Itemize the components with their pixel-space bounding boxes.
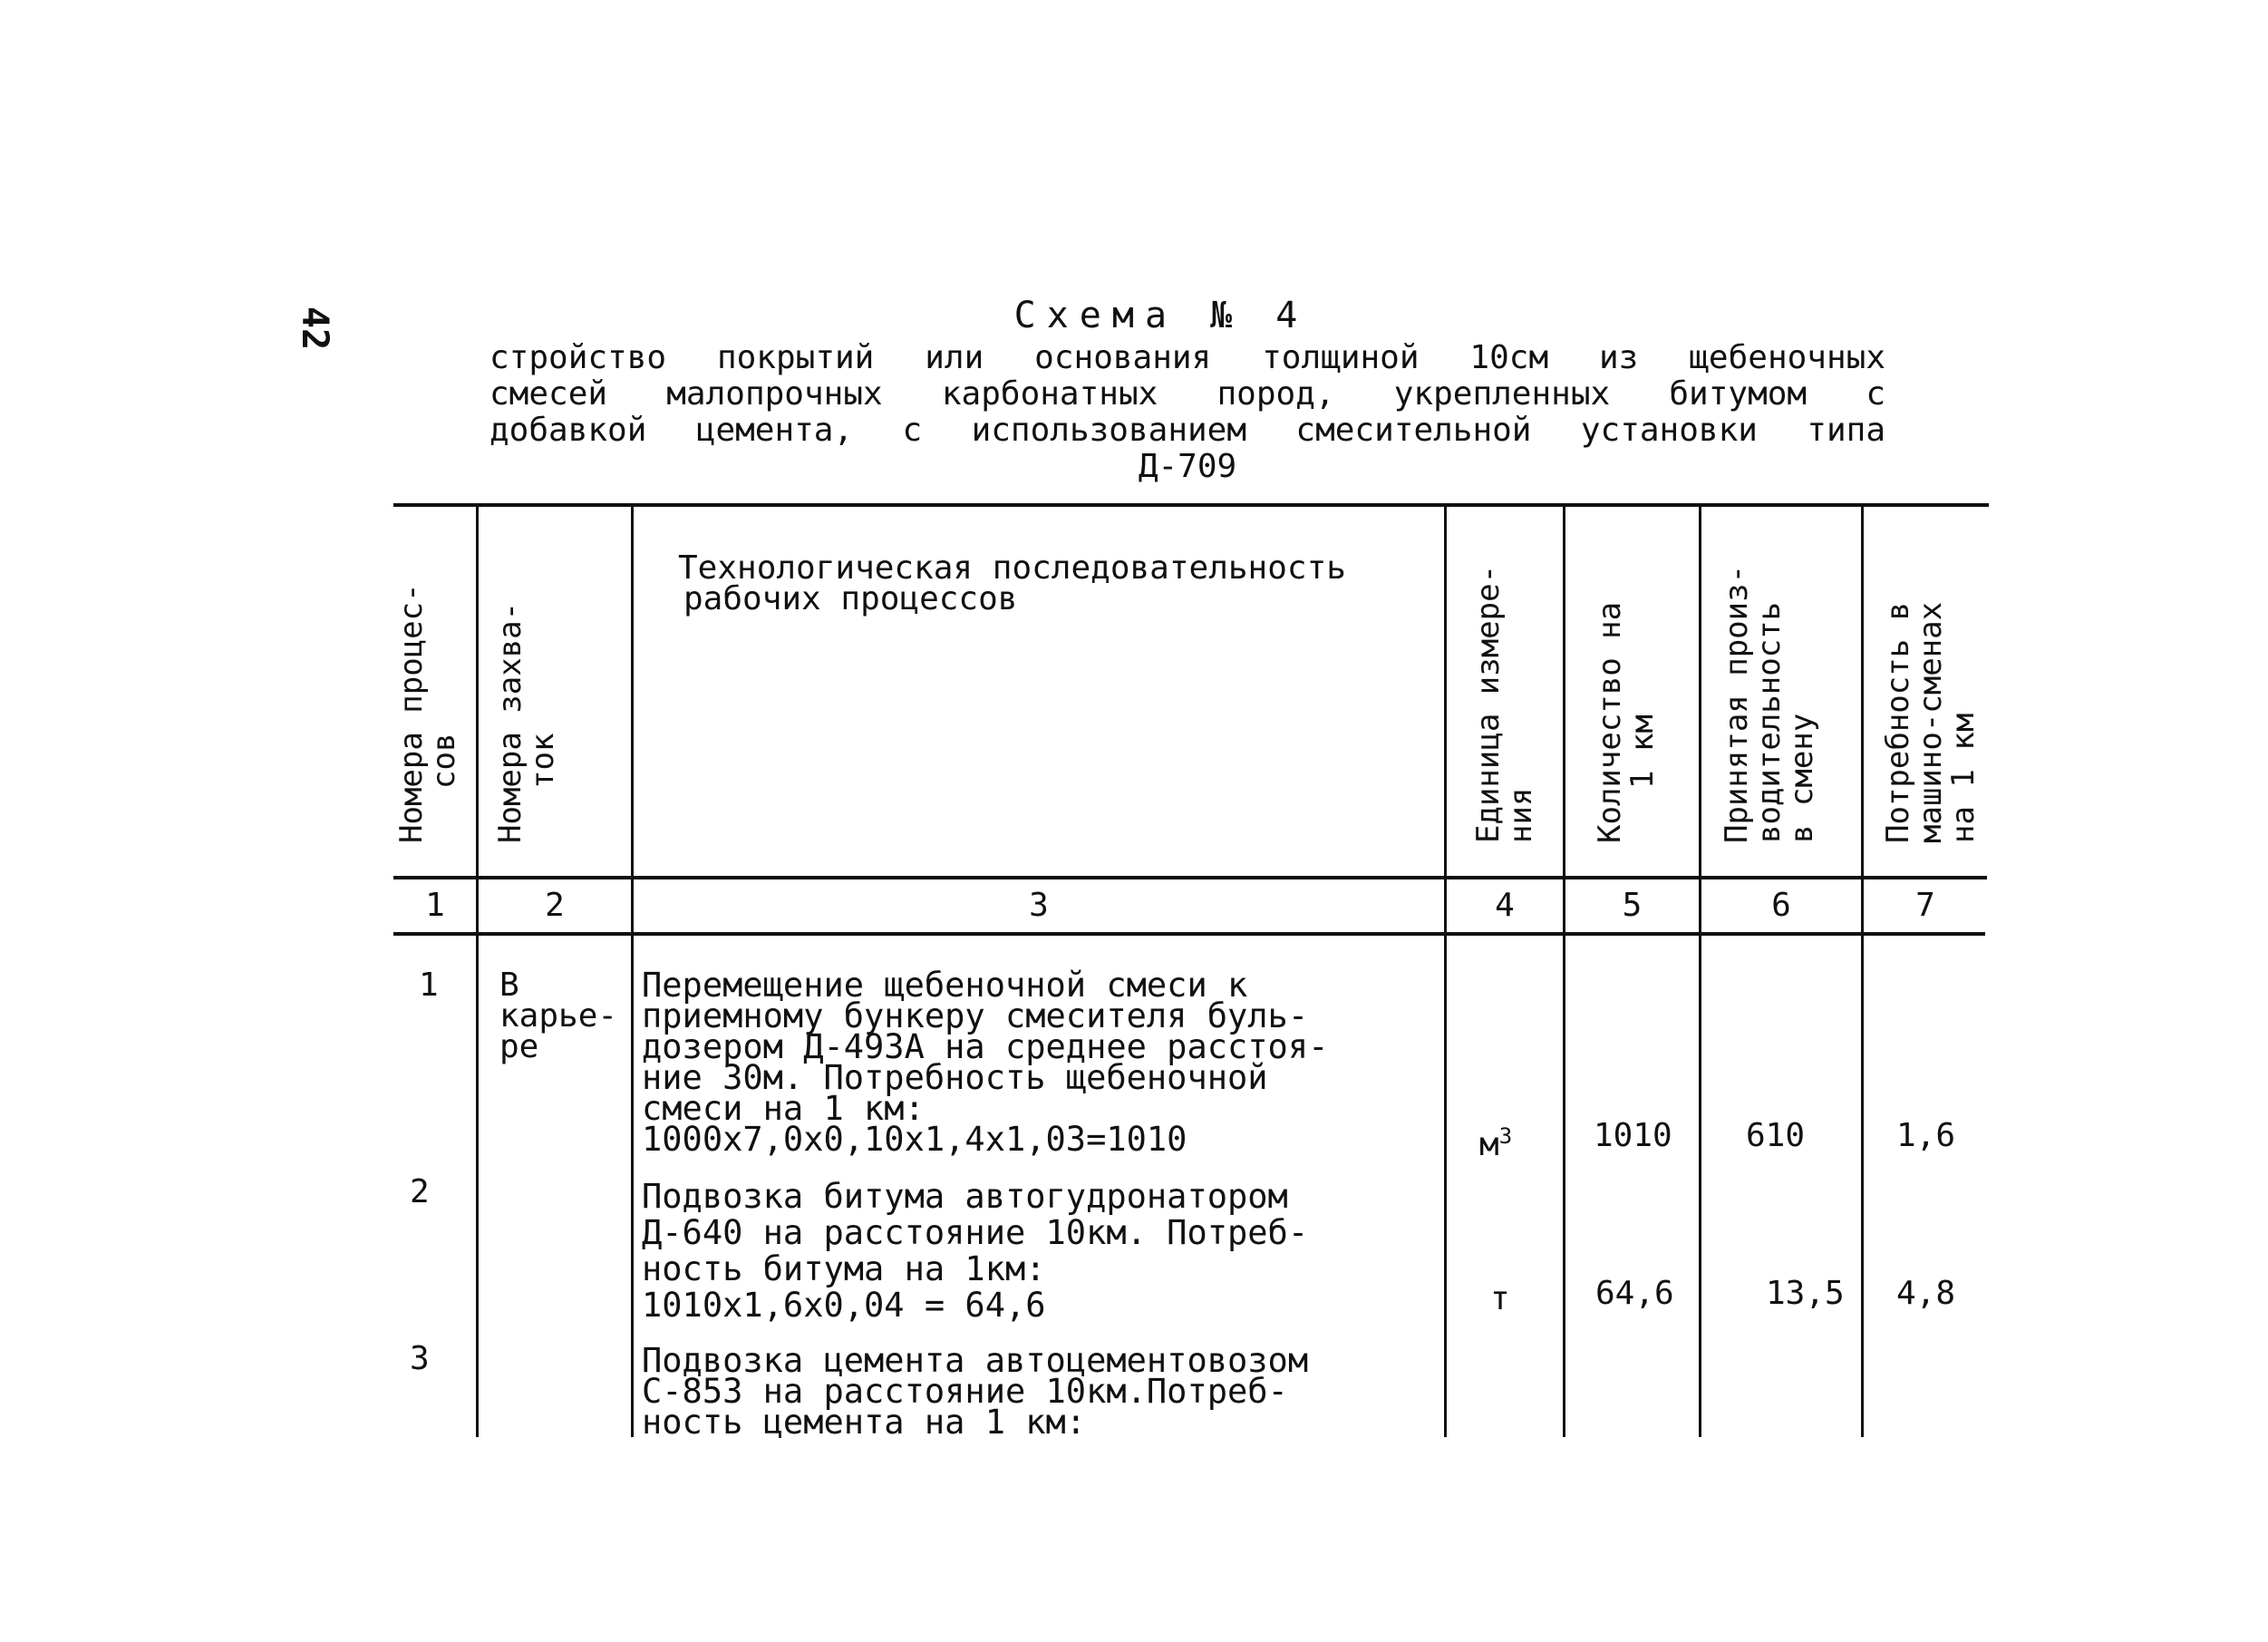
description-line: добавкой цемента, с использованием смесительной установки типа <box>489 412 1885 449</box>
quantity-cell: 1010 <box>1594 1117 1672 1154</box>
header-text: в смену <box>1784 713 1820 843</box>
column-divider <box>1699 505 1701 1437</box>
description-text: ность цемента на 1 км: <box>642 1403 1087 1442</box>
process-description <box>642 1179 1308 1324</box>
header-quantity <box>1594 602 1659 843</box>
header-text: Потребность в <box>1880 601 1916 843</box>
machine-shifts-cell: 1,6 <box>1896 1117 1956 1154</box>
header-text: ния <box>1503 787 1539 843</box>
header-text: Номера захва- <box>492 601 528 843</box>
column-number: 5 <box>1622 887 1643 924</box>
description-text: смеси на 1 км: <box>642 1089 925 1128</box>
description-text: Д-640 на расстояние 10км. Потреб- <box>642 1213 1309 1252</box>
column-divider <box>476 505 479 1437</box>
description-line: смесей малопрочных карбонатных пород, укрепленных битумом с <box>489 375 1885 413</box>
description-text: 1000х7,0х0,10х1,4х1,03=1010 <box>642 1120 1187 1159</box>
header-process-numbers <box>395 583 460 843</box>
quantity-cell: 64,6 <box>1595 1275 1674 1312</box>
description-text: Перемещение щебеночной смеси к <box>642 966 1248 1005</box>
description-text: ние 30м. Потребность щебеночной <box>642 1058 1268 1097</box>
description-text: ность битума на 1км: <box>642 1249 1046 1288</box>
unit-cell: т <box>1490 1280 1510 1317</box>
description-text: приемному бункеру смесителя буль- <box>642 996 1309 1035</box>
grip-text: ре <box>499 1028 539 1065</box>
header-work-sequence <box>678 549 1346 617</box>
header-text: сов <box>426 733 462 789</box>
column-divider <box>1444 505 1447 1437</box>
description-line: стройство покрытий или основания толщиной 10см из щебеночных <box>489 339 1885 376</box>
grip-text: В <box>499 967 519 1004</box>
column-number: 4 <box>1495 887 1515 924</box>
grip-text: карье- <box>499 997 618 1035</box>
column-number: 3 <box>1029 887 1049 924</box>
header-text: Единица измере- <box>1470 564 1507 843</box>
process-number: 2 <box>410 1173 430 1210</box>
column-number: 2 <box>545 887 565 924</box>
column-divider <box>1563 505 1565 1437</box>
column-divider <box>631 505 634 1437</box>
process-number: 1 <box>419 967 439 1004</box>
header-text: Принятая произ- <box>1719 564 1755 843</box>
column-divider <box>1861 505 1864 1437</box>
description-text: Подвозка цемента автоцементовозом <box>642 1341 1309 1380</box>
productivity-cell: 13,5 <box>1766 1275 1845 1312</box>
process-description <box>642 966 1329 1159</box>
header-unit <box>1472 565 1537 843</box>
header-text: Номера процес- <box>393 583 430 843</box>
header-text: Технологическая последовательность <box>678 549 1346 587</box>
machine-shifts-cell: 4,8 <box>1896 1275 1956 1312</box>
description-text: С-853 на расстояние 10км.Потреб- <box>642 1372 1288 1411</box>
column-number: 1 <box>425 887 445 924</box>
page-number: 42 <box>294 306 335 351</box>
unit-cell <box>1479 1121 1512 1161</box>
productivity-cell: 610 <box>1746 1117 1806 1154</box>
description-line: Д-709 <box>1138 448 1237 485</box>
process-description <box>642 1341 1309 1442</box>
description-text: 1010х1,6х0,04 = 64,6 <box>642 1286 1046 1325</box>
header-productivity <box>1720 565 1818 843</box>
header-text: ток <box>525 733 561 789</box>
scheme-description <box>489 340 1885 485</box>
column-number: 7 <box>1915 887 1935 924</box>
process-number: 3 <box>410 1340 430 1377</box>
header-text: водительность <box>1751 601 1788 843</box>
unit-text: м <box>1479 1126 1499 1163</box>
description-text: дозером Д-493А на среднее расстоя- <box>642 1027 1329 1066</box>
header-text: рабочих процессов <box>683 580 1018 617</box>
header-text: машино-сменах <box>1913 601 1949 843</box>
header-text: 1 км <box>1624 714 1661 789</box>
unit-superscript: 3 <box>1498 1123 1513 1149</box>
description-text: Подвозка битума автогудронатором <box>642 1177 1288 1216</box>
scheme-title: Схема № 4 <box>1013 295 1309 336</box>
header-text: на 1 км <box>1945 713 1982 843</box>
grip-cell <box>499 967 618 1065</box>
header-grip-numbers <box>494 602 559 843</box>
header-text: Количество на <box>1592 601 1628 843</box>
column-number: 6 <box>1771 887 1791 924</box>
header-machine-shifts <box>1882 602 1980 843</box>
